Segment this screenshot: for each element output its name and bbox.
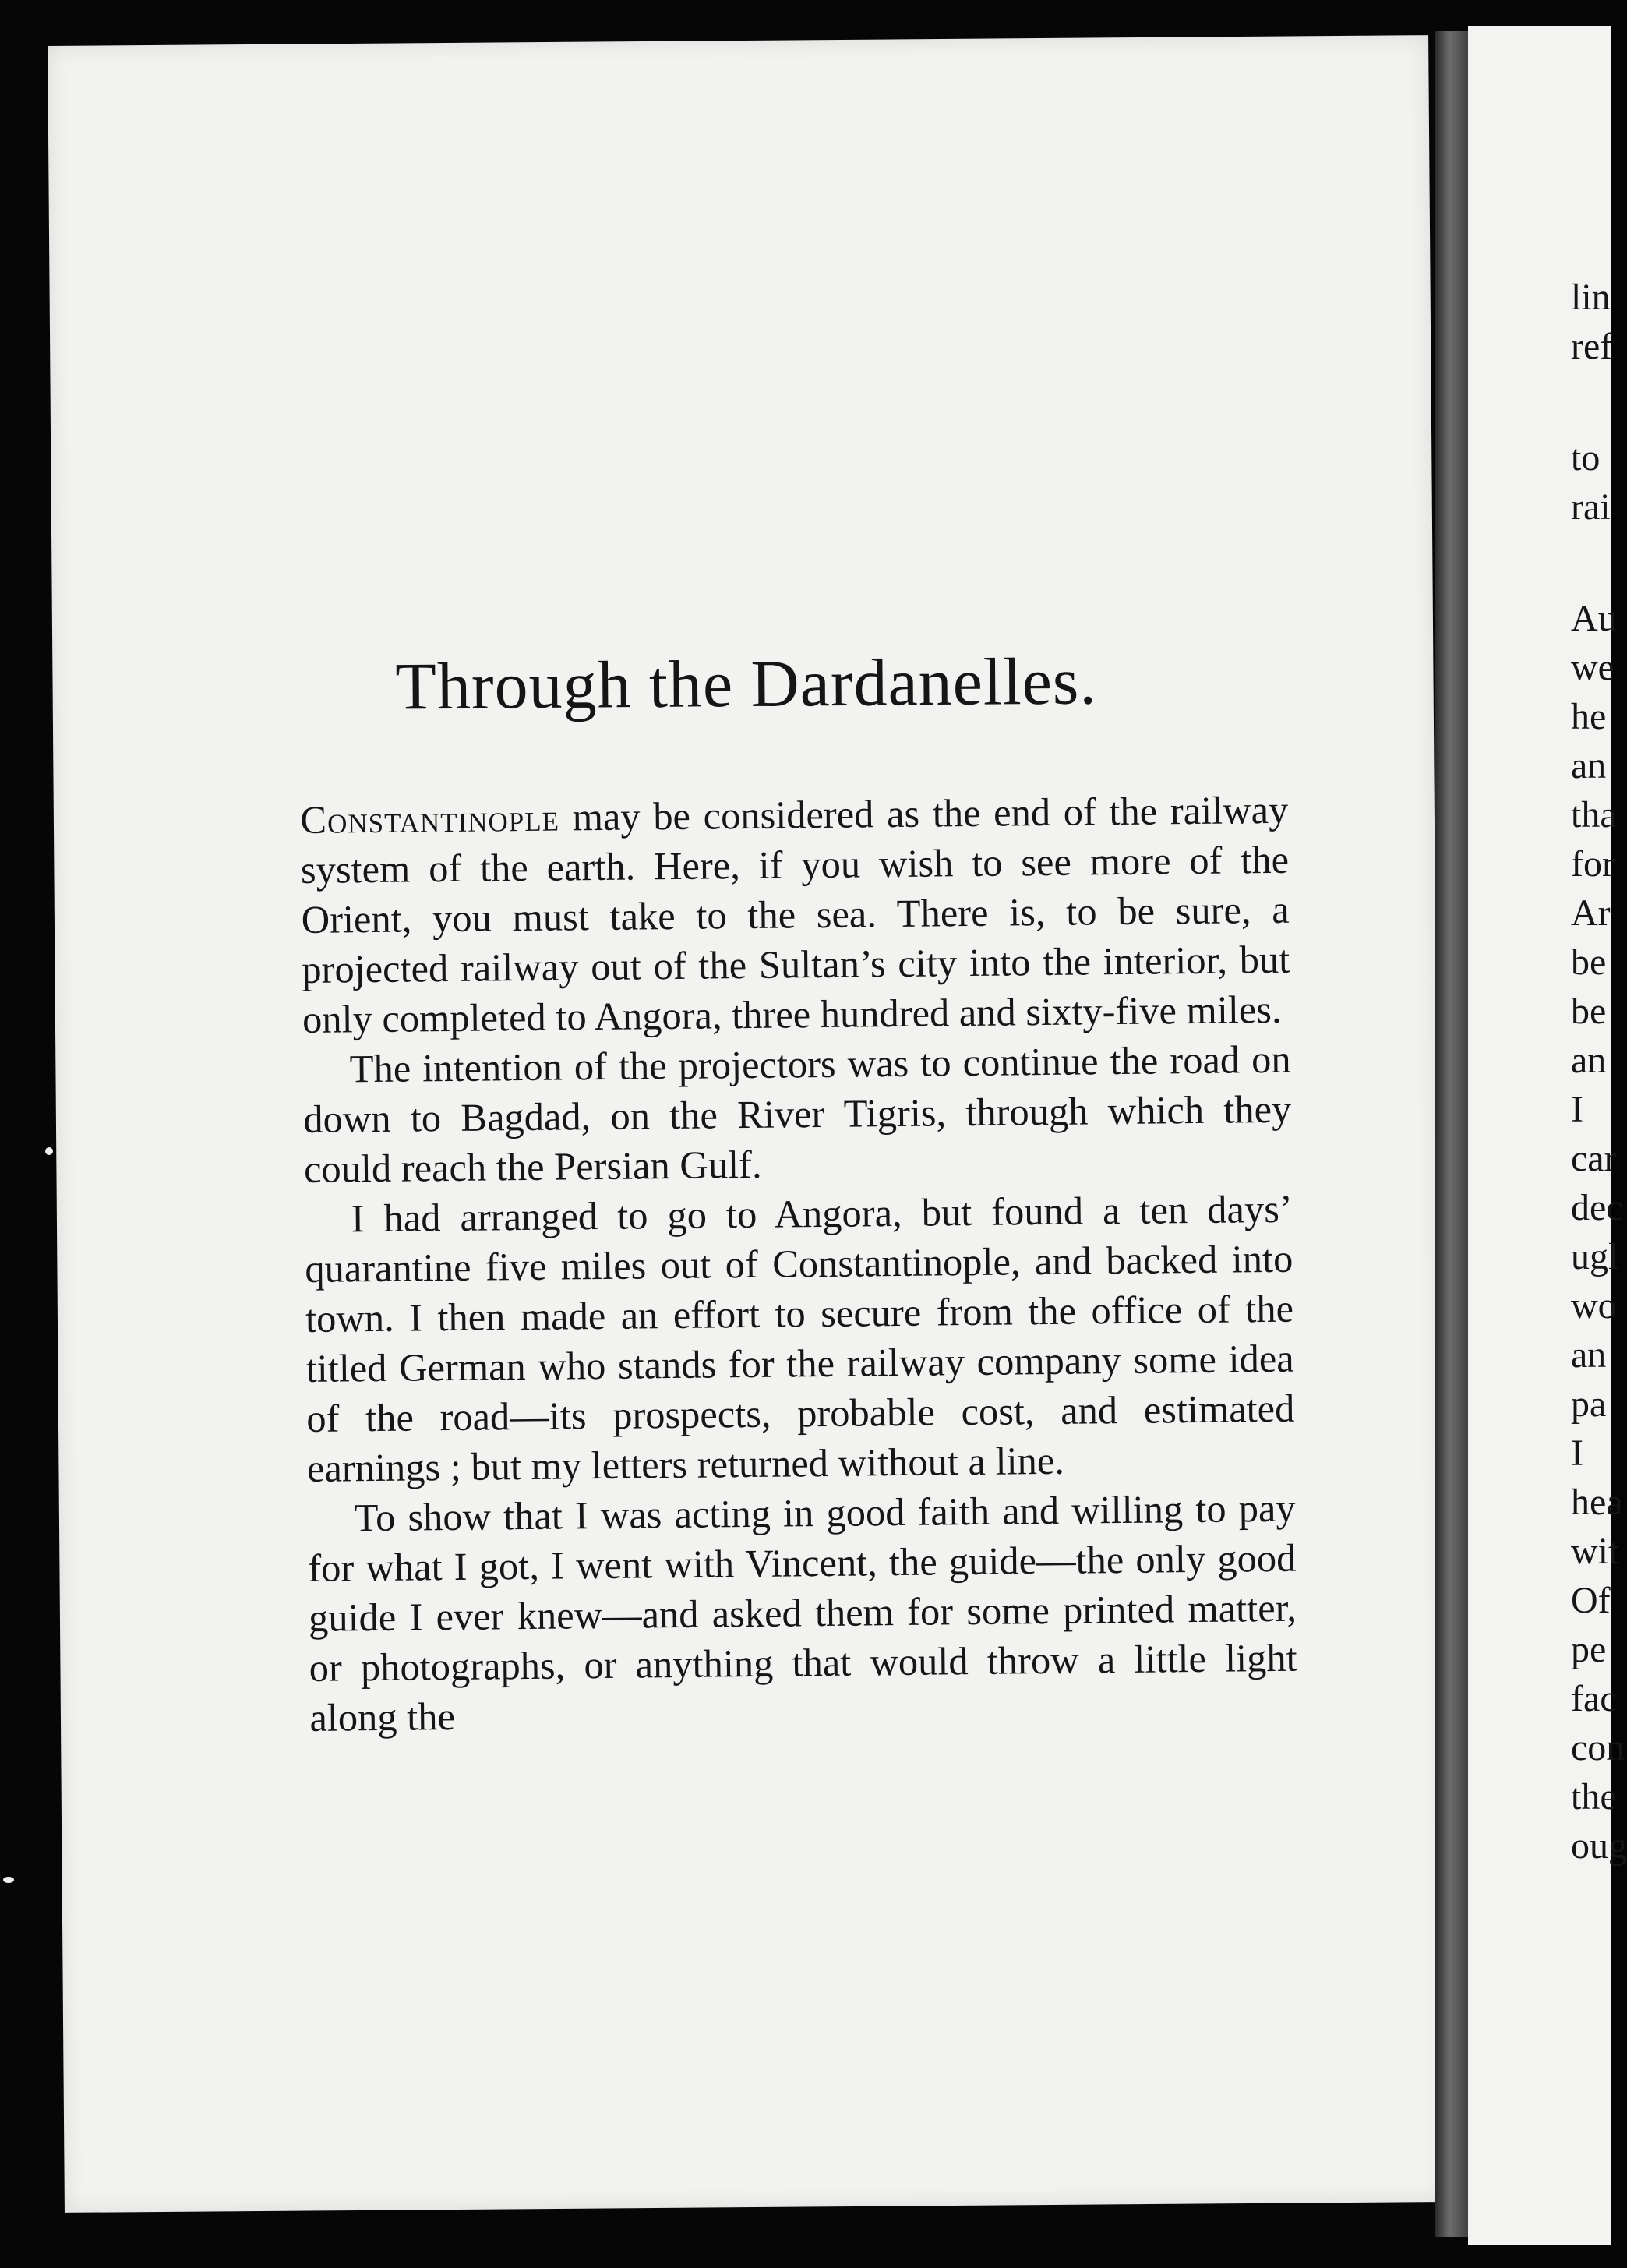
facing-page-fragments: [1571, 273, 1627, 1871]
fragment: be: [1571, 941, 1607, 983]
fragment: an: [1571, 1334, 1607, 1376]
paragraph-1: [300, 785, 1290, 1044]
fragment: car: [1571, 1138, 1617, 1179]
fragment: oug: [1571, 1825, 1627, 1867]
book-gutter: [1435, 31, 1471, 2237]
dust-speck: [3, 1877, 14, 1883]
fragment: an: [1571, 1040, 1607, 1081]
body-text: [300, 785, 1298, 1743]
fragment: Ar: [1571, 892, 1611, 934]
fragment: we: [1571, 647, 1615, 688]
fragment: Au: [1571, 598, 1617, 639]
fragment: ugl: [1571, 1236, 1619, 1277]
fragment: I: [1571, 1433, 1583, 1474]
paragraph-4: To show that I was acting in good faith and willing to pay for what I got, I went with Vincent, the guide—the only good guide I ever knew—and asked them for some printed matter, or photographs, or anything that would throw a little light along the: [308, 1486, 1297, 1740]
fragment: be: [1571, 991, 1607, 1032]
paragraph-3: I had arranged to go to Angora, but found a ten days’ quarantine five miles out of Constantinople, and backed into town. I then made an effort to secure from the office of the titled German who stands for the railway company some idea of the road—its prospects, probable cost, and estimated earnings ; but my letters returned without a line.: [305, 1186, 1295, 1490]
paragraph-text: may be considered as the end of the railway system of the earth. Here, if you wish to see more of the Orient, you must take to the sea. There is, to be sure, a projected railway out of the Sultan’s city into the interior, but only completed to Angora, three hundred and sixty-five miles.: [300, 787, 1290, 1041]
fragment: he: [1571, 696, 1607, 737]
lead-word: Constantinople: [300, 795, 560, 842]
fragment: tha: [1571, 794, 1617, 835]
fragment: lin: [1571, 277, 1611, 318]
chapter-title: Through the Dardanelles.: [394, 643, 1098, 724]
fragment: wit: [1571, 1531, 1619, 1572]
fragment: dec: [1571, 1187, 1623, 1228]
fragment: Of: [1571, 1580, 1611, 1621]
fragment: fac: [1571, 1678, 1617, 1719]
fragment: to: [1571, 437, 1601, 479]
fragment: pa: [1571, 1383, 1607, 1425]
fragment: wo: [1571, 1285, 1617, 1327]
fragment: ref: [1571, 326, 1613, 367]
paragraph-2: The intention of the projectors was to continue the road on down to Bagdad, on the River Tigris, through which they could reach the Persian Gulf.: [303, 1037, 1292, 1191]
fragment: con: [1571, 1727, 1625, 1768]
fragment: the: [1571, 1776, 1617, 1818]
fragment: an: [1571, 745, 1607, 786]
dust-speck: [45, 1147, 53, 1155]
fragment: hea: [1571, 1482, 1623, 1523]
fragment: rai: [1571, 486, 1611, 528]
fragment: for: [1571, 843, 1615, 885]
fragment: pe: [1571, 1629, 1607, 1670]
fragment: I: [1571, 1089, 1583, 1130]
